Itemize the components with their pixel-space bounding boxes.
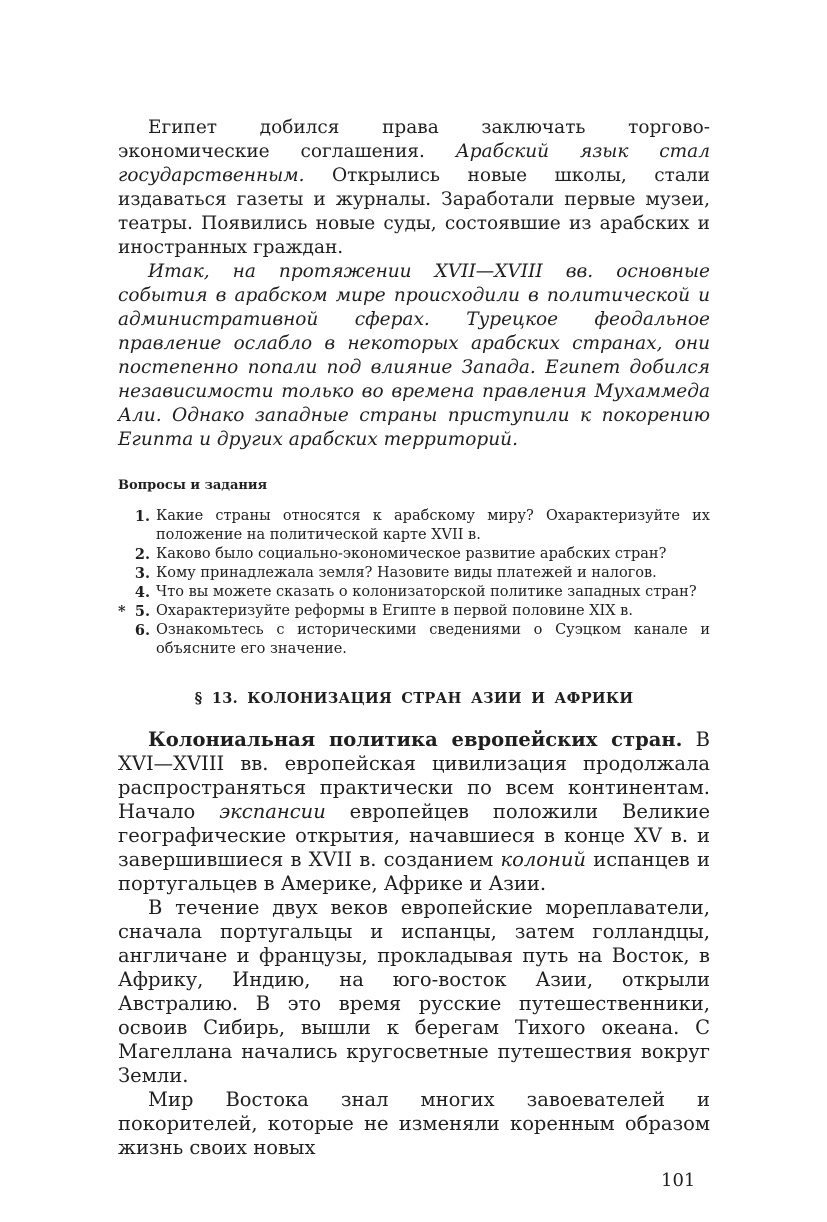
question-text: Кому принадлежала земля? Назовите виды платежей и налогов. xyxy=(156,565,657,581)
italic-run: экспансии xyxy=(219,800,326,823)
page-number: 101 xyxy=(661,1170,696,1191)
text-run: испанцев и португальцев в Америке, Африке и Азии. xyxy=(118,848,710,895)
text-run: В XVI—XVIII вв. европейская цивилизация продолжала распространяться практически по всем континентам. Начало xyxy=(118,728,710,823)
section-title: § 13. КОЛОНИЗАЦИЯ СТРАН АЗИИ И АФРИКИ xyxy=(194,690,634,707)
page-body xyxy=(118,116,710,1160)
question-text: Охарактеризуйте реформы в Египте в первой половине XIX в. xyxy=(156,603,633,619)
question-number: 2. xyxy=(134,546,150,563)
question-number: 6. xyxy=(134,622,150,639)
question-number: 4. xyxy=(134,584,150,601)
question-number: 3. xyxy=(134,565,150,582)
question-item xyxy=(118,621,710,659)
question-number: * 5. xyxy=(118,603,150,620)
text-run: Египет добился права заключать торгово-экономические соглашения. xyxy=(118,117,710,162)
italic-run: колоний xyxy=(500,848,586,871)
questions-list xyxy=(118,507,710,659)
question-text: Что вы можете сказать о колонизаторской политике западных стран? xyxy=(156,584,697,600)
question-item xyxy=(118,545,710,564)
question-text: Ознакомьтесь с историческими сведениями о Суэцком канале и объясните его значение. xyxy=(156,622,710,657)
question-text: Какие страны относятся к арабскому миру? Охарактеризуйте их положение на политической карте XVII в. xyxy=(156,508,710,543)
paragraph-navigators: В течение двух веков европейские мореплаватели, сначала португальцы и испанцы, затем голландцы, англичане и французы, прокладывая путь на Восток, в Африку, Индию, на юго-восток Азии, открыли Австралию. В это время русские путешественники, освоив Сибирь, вышли к берегам Тихого океана. С Магеллана начались кругосветные путешествия вокруг Земли. xyxy=(118,896,710,1087)
questions-heading: Вопросы и задания xyxy=(118,478,268,493)
question-item xyxy=(118,507,710,545)
bold-run: Колониальная политика европейских стран. xyxy=(148,728,683,751)
question-number: 1. xyxy=(134,508,150,525)
text-run: Открылись новые школы, стали издаваться газеты и журналы. Заработали первые музеи, театры. Появились новые суды, состоявшие из арабских и иностранных граждан. xyxy=(118,165,710,258)
question-item xyxy=(118,583,710,602)
paragraph-east: Мир Востока знал многих завоевателей и покорителей, которые не изменяли коренным образом жизнь своих новых xyxy=(118,1088,710,1159)
italic-run: Арабский язык стал государственным. xyxy=(118,141,710,186)
paragraph-summary: Итак, на протяжении XVII—XVIII вв. основные события в арабском мире происходили в политической и административной сферах. Турецкое феодальное правление ослабло в некоторых арабских странах, они постепенно попали под влияние Запада. Египет добился независимости только во времена правления Мухаммеда Али. Однако западные страны приступили к покорению Египта и других арабских территорий. xyxy=(118,261,710,450)
star-marker: * xyxy=(118,603,126,620)
paragraph-colonial-policy xyxy=(118,728,710,896)
text-run: европейцев положили Великие географические открытия, начавшиеся в конце XV в. и завершившиеся в XVII в. созданием xyxy=(118,800,711,871)
question-text: Каково было социально-экономическое развитие арабских стран? xyxy=(156,546,667,562)
question-item xyxy=(118,602,710,621)
paragraph-egypt-rights xyxy=(118,116,710,260)
question-item xyxy=(118,564,710,583)
